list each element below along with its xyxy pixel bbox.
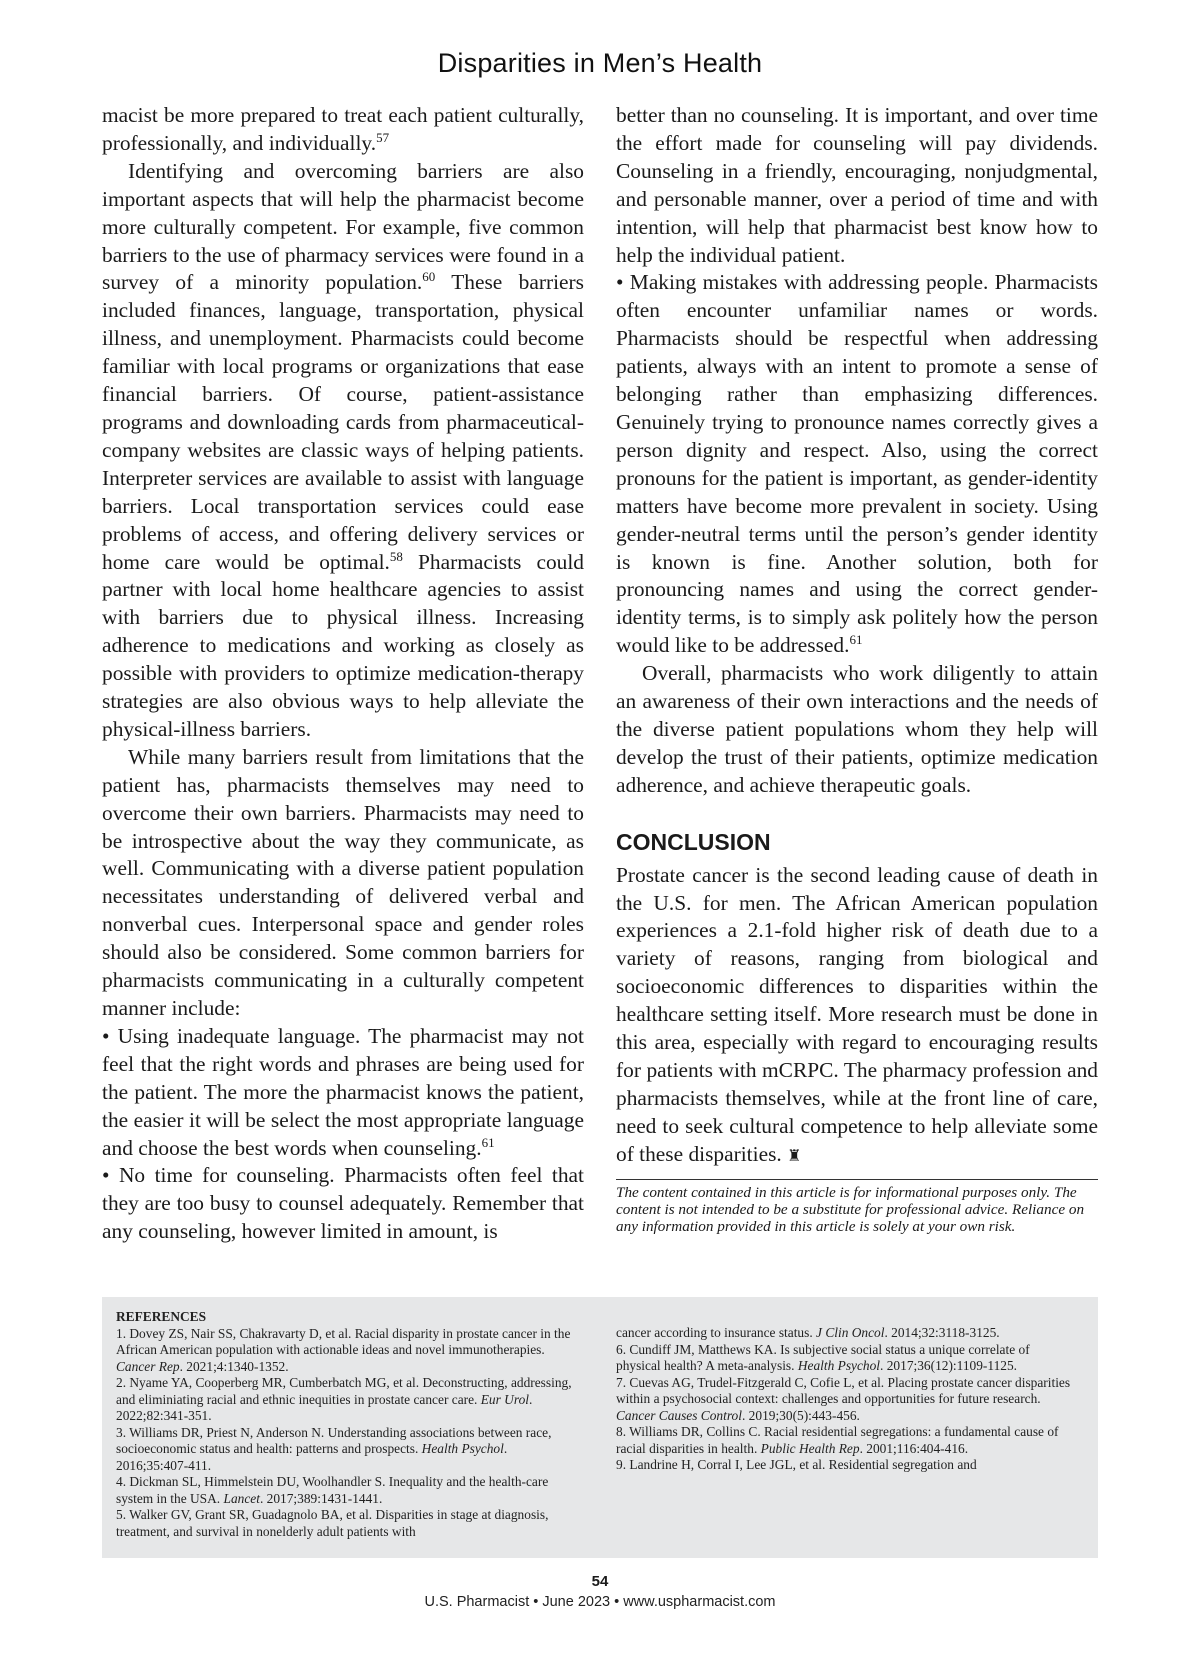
paragraph-continuation: macist be more prepared to treat each patient culturally, professionally, and individually.$^{57}$ — [102, 103, 584, 155]
references-left-column — [116, 1309, 576, 1540]
reference-item: 1. Dovey ZS, Nair SS, Chakravarty D, et al. Racial disparity in prostate cancer in the African American population with actionable ideas and novel immunotherapies. Cancer Rep. 2021;4:1340-1352. — [116, 1325, 571, 1374]
publication-footer: U.S. Pharmacist • June 2023 • www.uspharmacist.com — [424, 1594, 776, 1610]
reference-item: 6. Cundiff JM, Matthews KA. Is subjective social status a unique correlate of physical health? A meta-analysis. Health Psychol. 2017;36(12):1109-1125. — [616, 1341, 1030, 1373]
reference-item: 4. Dickman SL, Himmelstein DU, Woolhandler S. Inequality and the health-care system in the USA. Lancet. 2017;389:1431-1441. — [116, 1474, 549, 1506]
bullet-inadequate-language: • Using inadequate language. The pharmacist may not feel that the right words and phrases are being used for the patient. The more the pharmacist knows the patient, the easier it will be select the most appropriate language and choose the best words when counseling.$^{61}$ — [102, 1023, 584, 1160]
references-box — [102, 1297, 1098, 1558]
reference-item: 8. Williams DR, Collins C. Racial residential segregations: a fundamental cause of racial disparities in health. Public Health Rep. 2001;116:404-416. — [616, 1424, 1059, 1456]
paragraph-pharmacist-barriers: While many barriers result from limitations that the patient has, pharmacists themselves may need to overcome their own barriers. Pharmacists may need to be introspective about the way they communicate, as well. Communicating with a diverse patient population necessitates understanding of delivered verbal and nonverbal cues. Interpersonal space and gender roles should also be considered. Some common barriers for pharmacists communicating in a culturally competent manner include: — [102, 744, 584, 1020]
paragraph-counseling-continuation: better than no counseling. It is important, and over time the effort made for counseling will pay dividends. Counseling in a friendly, encouraging, nonjudgmental, and personable manner, over a period of time and with intention, will help that pharmacist best know how to help the individual patient. — [616, 103, 1098, 267]
references-right-column — [616, 1325, 1076, 1474]
references-title: REFERENCES — [116, 1309, 207, 1324]
page-header-title: Disparities in Men’s Health — [437, 48, 763, 78]
reference-item: 5. Walker GV, Grant SR, Guadagnolo BA, et al. Disparities in stage at diagnosis, treatment, and survival in nonelderly adult patients with — [116, 1507, 549, 1539]
end-of-article-icon: ♜ — [787, 1147, 802, 1165]
reference-item: 9. Landrine H, Corral I, Lee JGL, et al. Residential segregation and — [616, 1457, 977, 1472]
page-number: 54 — [591, 1573, 609, 1590]
bullet-no-time: • No time for counseling. Pharmacists often feel that they are too busy to counsel adequately. Remember that any counseling, however limited in amount, is — [102, 1163, 584, 1244]
paragraph-overall: Overall, pharmacists who work diligently to attain an awareness of their own interactions and the needs of the diverse patient populations whom they help will develop the trust of their patients, optimize medication adherence, and achieve therapeutic goals. — [616, 661, 1098, 797]
bullet-addressing-people: • Making mistakes with addressing people. Pharmacists often encounter unfamiliar names or words. Pharmacists should be respectful when addressing patients, always with an intent to promote a sense of belonging rather than emphasizing differences. Genuinely trying to pronounce names correctly gives a person dignity and respect. Also, using the correct pronouns for the patient is important, as gender-identity matters have become more prevalent in society. Using gender-neutral terms until the person’s gender identity is known is fine. Another solution, both for pronouncing names and using the correct gender-identity terms, is to simply ask politely how the person would like to be addressed.$^{61}$ — [616, 270, 1098, 658]
article-right-column — [616, 102, 1098, 1235]
reference-item: 7. Cuevas AG, Trudel-Fitzgerald C, Cofie L, et al. Placing prostate cancer disparities within a psychosocial context: challenges and opportunities for future research. Cancer Causes Control. 2019;30(5):443-456. — [616, 1374, 1071, 1423]
article-left-column — [102, 102, 584, 1246]
paragraph-conclusion: Prostate cancer is the second leading cause of death in the U.S. for men. The African American population experiences a 2.1-fold higher risk of death due to a variety of reasons, ranging from biological and socioeconomic differences to disparities within the healthcare setting itself. More research must be done in this area, especially with regard to encouraging results for patients with mCRPC. The pharmacy profession and pharmacists themselves, while at the front line of care, need to seek cultural competence to help alleviate some of these disparities. ♜ — [616, 862, 1098, 1166]
reference-item: 2. Nyame YA, Cooperberg MR, Cumberbatch MG, et al. Deconstructing, addressing, and eliminiating racial and ethnic inequities in prostate cancer care. Eur Urol. 2022;82:341-351. — [116, 1375, 572, 1423]
conclusion-heading: CONCLUSION — [616, 828, 771, 855]
paragraph-barriers: Identifying and overcoming barriers are also important aspects that will help the pharmacist become more culturally competent. For example, five common barriers to the use of pharmacy services were found in a survey of a minority population.$^{60}$ These barriers included finances, language, transportation, physical illness, and unemployment. Pharmacists could become familiar with local programs or organizations that ease financial barriers. Of course, patient-assistance programs and downloading cards from pharmaceutical-company websites are classic ways of helping patients. Interpreter services are available to assist with language barriers. Local transportation services could ease problems of access, and offering delivery services or home care would be optimal.$^{58}$ Pharmacists could partner with local home healthcare agencies to assist with barriers due to physical illness. Increasing adherence to medications and working as closely as possible with providers to optimize medication-therapy strategies are also obvious ways to help alleviate the physical-illness barriers. — [102, 158, 585, 741]
disclaimer-text: The content contained in this article is for informational purposes only. The content is not intended to be a substitute for professional advice. Reliance on any information provided in this article is solely at your own risk. — [616, 1179, 1098, 1235]
reference-item: 3. Williams DR, Priest N, Anderson N. Understanding associations between race, socioeconomic status and health: patterns and prospects. Health Psychol. 2016;35:407-411. — [116, 1424, 552, 1473]
reference-item: cancer according to insurance status. J Clin Oncol. 2014;32:3118-3125. — [616, 1325, 1000, 1340]
